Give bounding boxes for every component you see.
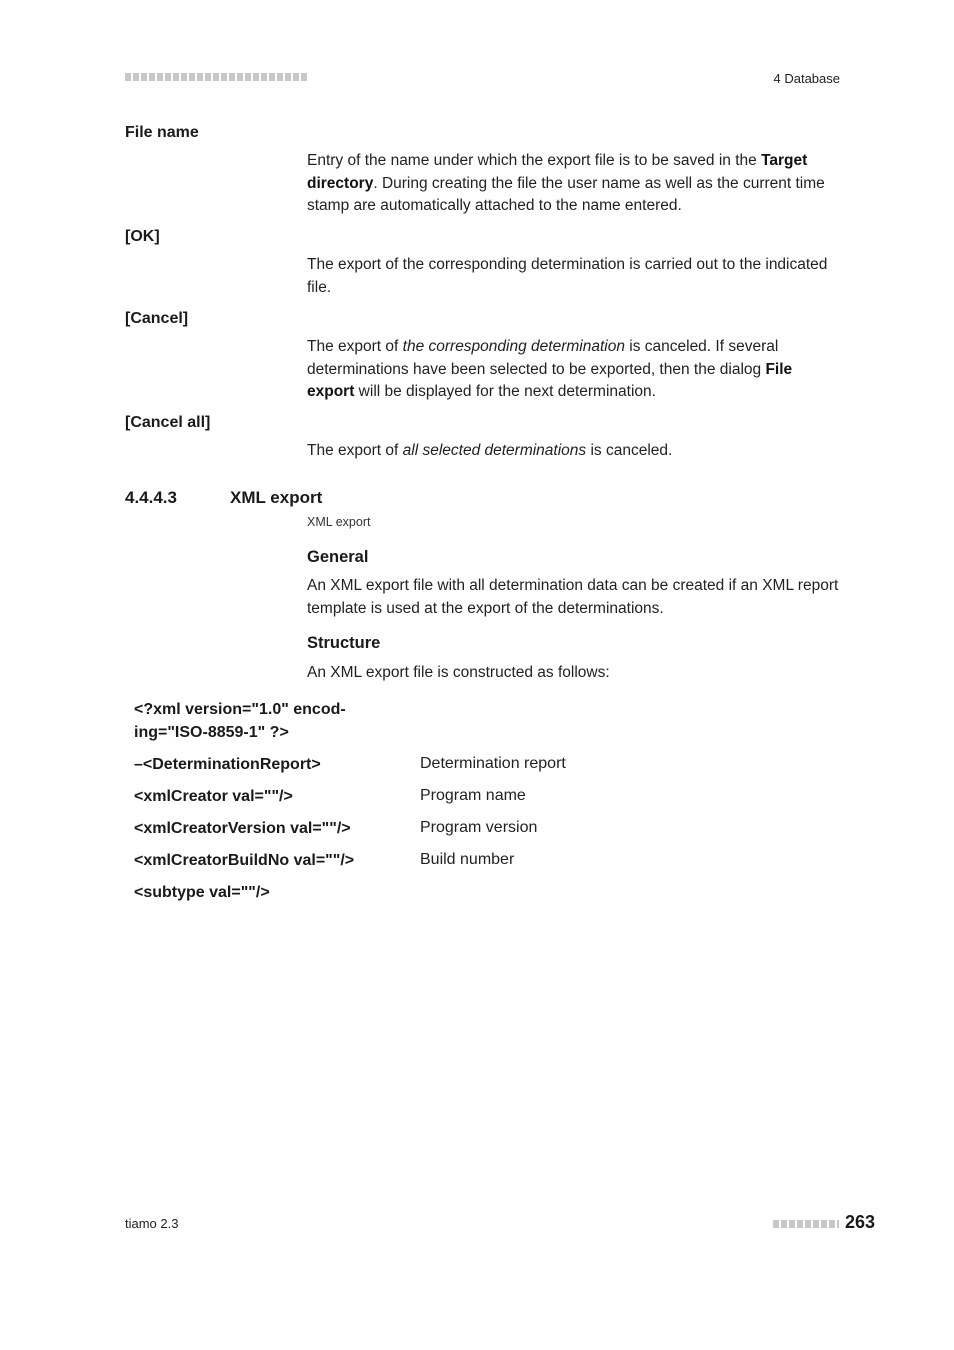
term-file-name: File name bbox=[125, 124, 199, 141]
desc-run: The export of bbox=[307, 442, 403, 459]
footer-decoration bbox=[773, 1220, 839, 1228]
xml-desc-determination-report: Determination report bbox=[420, 755, 566, 772]
section-caption: XML export bbox=[307, 515, 371, 529]
xml-tag-creator-build: <xmlCreatorBuildNo val=""/> bbox=[134, 852, 355, 869]
term-ok: [OK] bbox=[125, 228, 160, 245]
xml-desc-creator: Program name bbox=[420, 787, 526, 804]
desc-run: all selected determinations bbox=[402, 442, 587, 459]
header-decoration bbox=[125, 73, 307, 81]
general-text: An XML export file with all determination data can be created if an XML report template is used at the export of the determinations. bbox=[307, 577, 839, 617]
desc-run: . During creating the file the user name as well as the current time stamp are automatically attached to the name entered. bbox=[307, 174, 825, 214]
page-number: 263 bbox=[845, 1212, 876, 1232]
desc-run: the corresponding determination bbox=[402, 338, 625, 355]
desc-cancel-all bbox=[307, 440, 842, 463]
header-chapter: 4 Database bbox=[773, 71, 840, 86]
term-cancel: [Cancel] bbox=[125, 310, 189, 327]
desc-run: will be displayed for the next determination. bbox=[354, 383, 656, 400]
term-cancel-all: [Cancel all] bbox=[125, 414, 211, 431]
section-title: XML export bbox=[230, 488, 323, 507]
xml-tag-creator-version: <xmlCreatorVersion val=""/> bbox=[134, 820, 351, 837]
footer-product: tiamo 2.3 bbox=[125, 1216, 179, 1231]
section-number: 4.4.4.3 bbox=[125, 488, 177, 507]
xml-tag-subtype: <subtype val=""/> bbox=[134, 884, 270, 901]
desc-run: Target directory bbox=[307, 152, 808, 192]
desc-run: File export bbox=[307, 360, 793, 400]
xml-tag-creator: <xmlCreator val=""/> bbox=[134, 788, 293, 805]
desc-file-name bbox=[307, 150, 842, 218]
general-heading: General bbox=[307, 548, 369, 566]
desc-cancel bbox=[307, 336, 842, 404]
structure-heading: Structure bbox=[307, 634, 381, 652]
desc-run: is canceled. bbox=[586, 442, 673, 459]
xml-tag-determination-report: –<DeterminationReport> bbox=[134, 756, 321, 773]
desc-run: The export of bbox=[307, 338, 403, 355]
desc-run: is canceled. If several determinations have been selected to be exported, then the dialog bbox=[307, 338, 779, 378]
desc-run: The export of the corresponding determination is carried out to the indicated file. bbox=[307, 256, 828, 296]
desc-run: Entry of the name under which the export file is to be saved in the bbox=[307, 152, 762, 169]
xml-tag-declaration: <?xml version="1.0" encod- ing="ISO-8859-1" ?> bbox=[134, 701, 346, 741]
desc-ok bbox=[307, 254, 842, 299]
xml-desc-creator-version: Program version bbox=[420, 819, 538, 836]
structure-text: An XML export file is constructed as follows: bbox=[307, 664, 610, 681]
xml-desc-creator-build: Build number bbox=[420, 851, 515, 868]
